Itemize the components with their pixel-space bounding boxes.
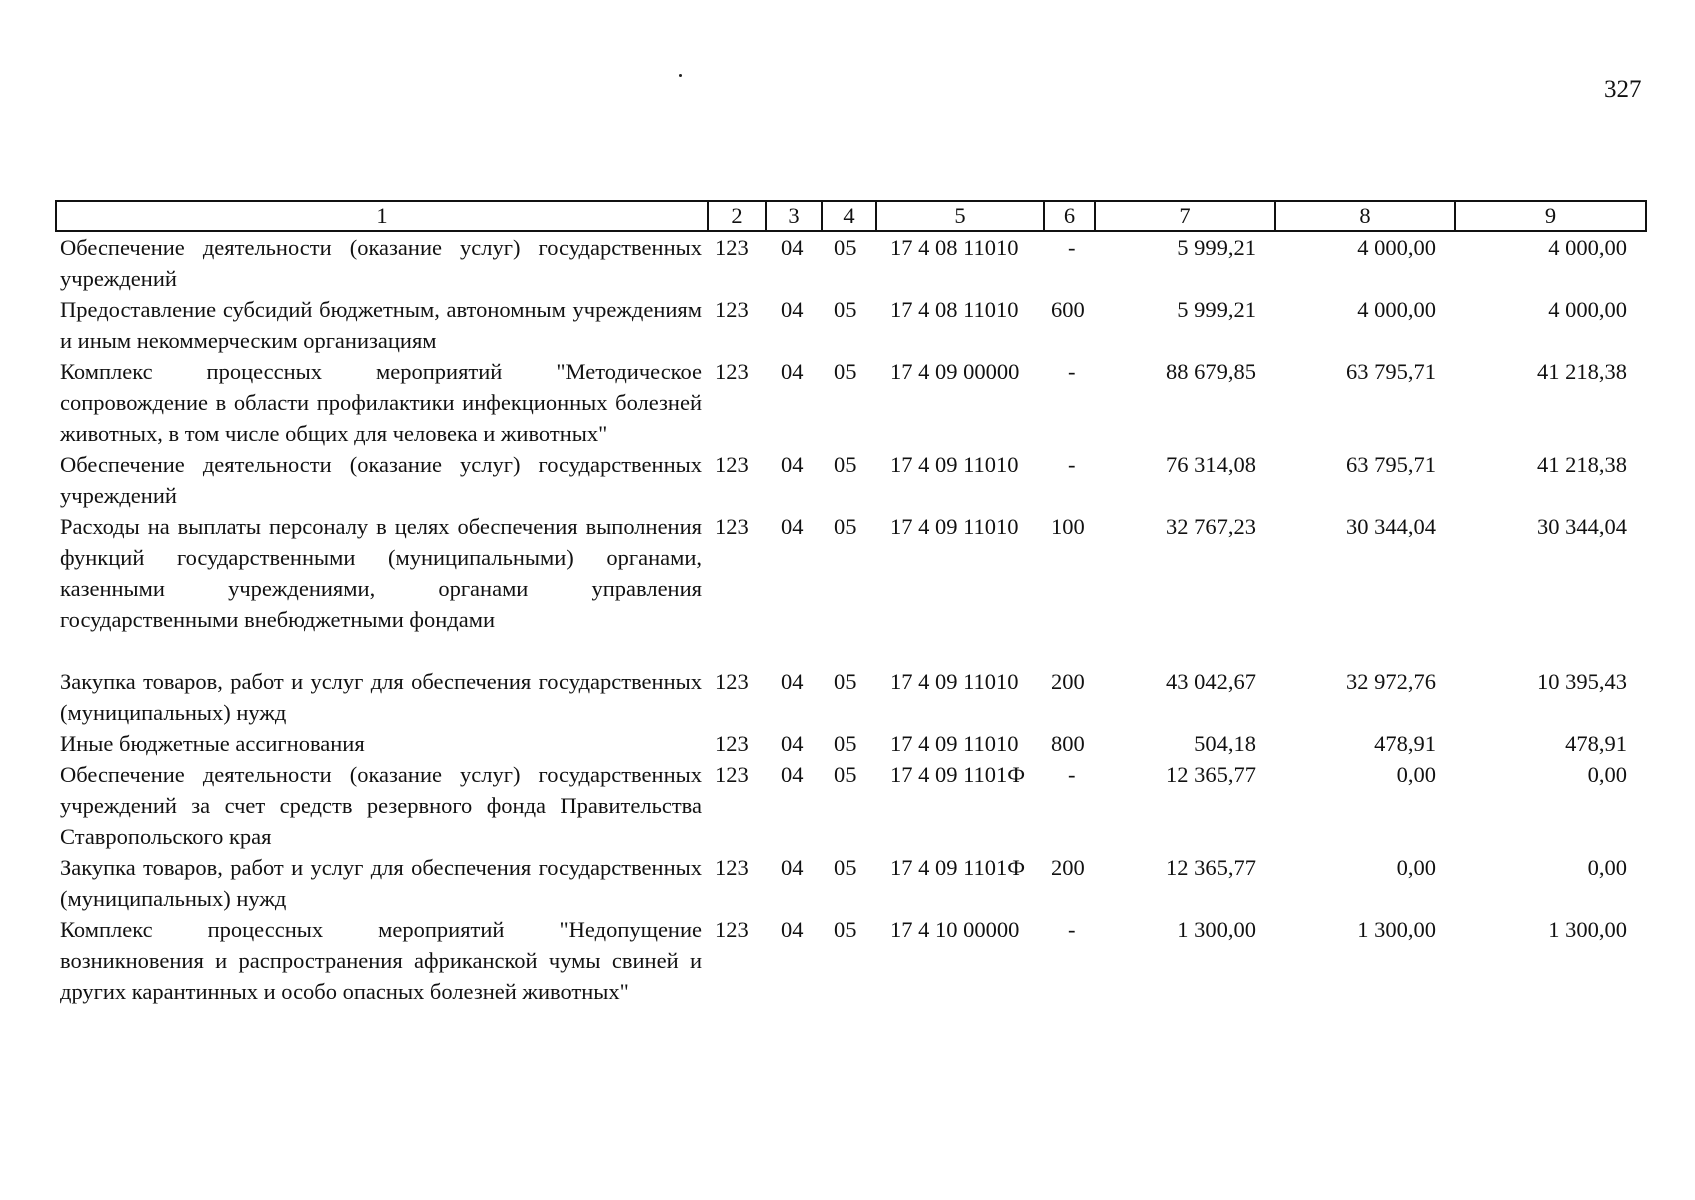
- row-code-5: 17 4 09 11010: [890, 731, 1019, 756]
- row-code-4: 05: [834, 297, 857, 322]
- row-code-4: 05: [834, 669, 857, 694]
- row-code-2: 123: [715, 452, 749, 477]
- row-code-6: 600: [1051, 297, 1085, 322]
- row-code-2: 123: [715, 917, 749, 942]
- row-code-6: -: [1068, 917, 1076, 942]
- row-code-2: 123: [715, 514, 749, 539]
- row-value-7: 12 365,77: [1166, 762, 1256, 787]
- row-value-9: 10 395,43: [1537, 669, 1627, 694]
- row-value-8: 0,00: [1396, 855, 1436, 880]
- budget-table: [55, 200, 1647, 1007]
- header-row: [56, 201, 1646, 231]
- row-code-5: 17 4 09 11010: [890, 514, 1019, 539]
- row-code-2: 123: [715, 235, 749, 260]
- table-row: [56, 231, 1646, 294]
- row-code-4: 05: [834, 917, 857, 942]
- row-code-3: 04: [781, 669, 804, 694]
- row-value-8: 1 300,00: [1357, 917, 1436, 942]
- row-code-3: 04: [781, 731, 804, 756]
- row-code-4: 05: [834, 452, 857, 477]
- row-value-7: 1 300,00: [1177, 917, 1256, 942]
- row-value-9: 1 300,00: [1548, 917, 1627, 942]
- row-code-6: -: [1068, 452, 1076, 477]
- row-value-7: 88 679,85: [1166, 359, 1256, 384]
- row-value-9: 4 000,00: [1548, 297, 1627, 322]
- row-value-9: 0,00: [1587, 855, 1627, 880]
- row-code-6: 100: [1051, 514, 1085, 539]
- header-cell-5: 5: [876, 201, 1044, 231]
- row-name: Закупка товаров, работ и услуг для обеспечения государственных (муниципальных) нужд: [60, 855, 702, 911]
- table-row: [56, 449, 1646, 511]
- row-code-5: 17 4 09 11010: [890, 669, 1019, 694]
- row-code-5: 17 4 08 11010: [890, 235, 1019, 260]
- header-cell-8: 8: [1275, 201, 1455, 231]
- row-name: Предоставление субсидий бюджетным, автономным учреждениям и иным некоммерческим организациям: [60, 297, 702, 353]
- header-cell-9: 9: [1455, 201, 1646, 231]
- row-code-2: 123: [715, 762, 749, 787]
- row-code-6: 200: [1051, 669, 1085, 694]
- table-row: [56, 728, 1646, 759]
- header-cell-4: 4: [822, 201, 876, 231]
- table-row: [56, 759, 1646, 852]
- row-value-7: 32 767,23: [1166, 514, 1256, 539]
- row-code-5: 17 4 09 1101Ф: [890, 762, 1026, 787]
- row-code-5: 17 4 08 11010: [890, 297, 1019, 322]
- row-code-2: 123: [715, 669, 749, 694]
- row-value-7: 43 042,67: [1166, 669, 1256, 694]
- stray-dot: [679, 74, 682, 77]
- row-value-9: 41 218,38: [1537, 452, 1627, 477]
- row-name: Закупка товаров, работ и услуг для обеспечения государственных (муниципальных) нужд: [60, 669, 702, 725]
- row-code-3: 04: [781, 235, 804, 260]
- row-value-7: 504,18: [1194, 731, 1256, 756]
- table-row: [56, 635, 1646, 728]
- row-code-2: 123: [715, 297, 749, 322]
- row-code-6: -: [1068, 359, 1076, 384]
- row-name: Комплекс процессных мероприятий "Методическое сопровождение в области профилактики инфекционных болезней животных, в том числе общих для человека и животных": [60, 359, 702, 446]
- header-cell-7: 7: [1095, 201, 1275, 231]
- row-value-8: 30 344,04: [1346, 514, 1436, 539]
- row-code-4: 05: [834, 855, 857, 880]
- table-row: [56, 852, 1646, 914]
- row-code-4: 05: [834, 359, 857, 384]
- row-code-4: 05: [834, 731, 857, 756]
- header-cell-3: 3: [766, 201, 822, 231]
- row-code-3: 04: [781, 297, 804, 322]
- header-cell-2: 2: [708, 201, 766, 231]
- row-code-5: 17 4 09 1101Ф: [890, 855, 1026, 880]
- row-value-8: 478,91: [1374, 731, 1436, 756]
- row-code-4: 05: [834, 235, 857, 260]
- row-value-8: 4 000,00: [1357, 235, 1436, 260]
- row-code-3: 04: [781, 855, 804, 880]
- row-code-5: 17 4 10 00000: [890, 917, 1020, 942]
- header-cell-6: 6: [1044, 201, 1095, 231]
- row-code-6: 200: [1051, 855, 1085, 880]
- row-code-6: 800: [1051, 731, 1085, 756]
- header-cell-1: 1: [56, 201, 708, 231]
- row-value-8: 63 795,71: [1346, 452, 1436, 477]
- row-code-3: 04: [781, 359, 804, 384]
- row-name: Обеспечение деятельности (оказание услуг) государственных учреждений: [60, 452, 702, 508]
- row-value-9: 4 000,00: [1548, 235, 1627, 260]
- row-value-8: 63 795,71: [1346, 359, 1436, 384]
- row-code-3: 04: [781, 762, 804, 787]
- row-name: Обеспечение деятельности (оказание услуг) государственных учреждений за счет средств резервного фонда Правительства Ставропольского края: [60, 762, 702, 849]
- row-name: Расходы на выплаты персоналу в целях обеспечения выполнения функций государственными (муниципальными) органами, казенными учреждениями, органами управления государственными внебюджетными фондами: [60, 514, 702, 632]
- row-value-8: 4 000,00: [1357, 297, 1436, 322]
- page-number: 327: [1604, 76, 1642, 103]
- row-code-4: 05: [834, 514, 857, 539]
- row-code-6: -: [1068, 762, 1076, 787]
- row-value-7: 12 365,77: [1166, 855, 1256, 880]
- row-value-8: 0,00: [1396, 762, 1436, 787]
- row-value-7: 5 999,21: [1177, 235, 1256, 260]
- row-value-9: 478,91: [1565, 731, 1627, 756]
- row-value-9: 41 218,38: [1537, 359, 1627, 384]
- row-code-5: 17 4 09 00000: [890, 359, 1020, 384]
- row-name: Иные бюджетные ассигнования: [60, 731, 365, 756]
- row-name: Обеспечение деятельности (оказание услуг) государственных учреждений: [60, 235, 702, 291]
- table-row: [56, 294, 1646, 356]
- row-code-2: 123: [715, 855, 749, 880]
- row-code-2: 123: [715, 359, 749, 384]
- row-value-7: 5 999,21: [1177, 297, 1256, 322]
- row-code-5: 17 4 09 11010: [890, 452, 1019, 477]
- row-value-7: 76 314,08: [1166, 452, 1256, 477]
- row-code-3: 04: [781, 917, 804, 942]
- row-value-8: 32 972,76: [1346, 669, 1436, 694]
- row-code-2: 123: [715, 731, 749, 756]
- table-row: [56, 511, 1646, 635]
- row-value-9: 30 344,04: [1537, 514, 1627, 539]
- row-value-9: 0,00: [1587, 762, 1627, 787]
- table-row: [56, 914, 1646, 1007]
- row-code-3: 04: [781, 452, 804, 477]
- table-row: [56, 356, 1646, 449]
- row-name: Комплекс процессных мероприятий "Недопущение возникновения и распространения африканской чумы свиней и других карантинных и особо опасных болезней животных": [60, 917, 702, 1004]
- row-code-3: 04: [781, 514, 804, 539]
- row-code-6: -: [1068, 235, 1076, 260]
- row-code-4: 05: [834, 762, 857, 787]
